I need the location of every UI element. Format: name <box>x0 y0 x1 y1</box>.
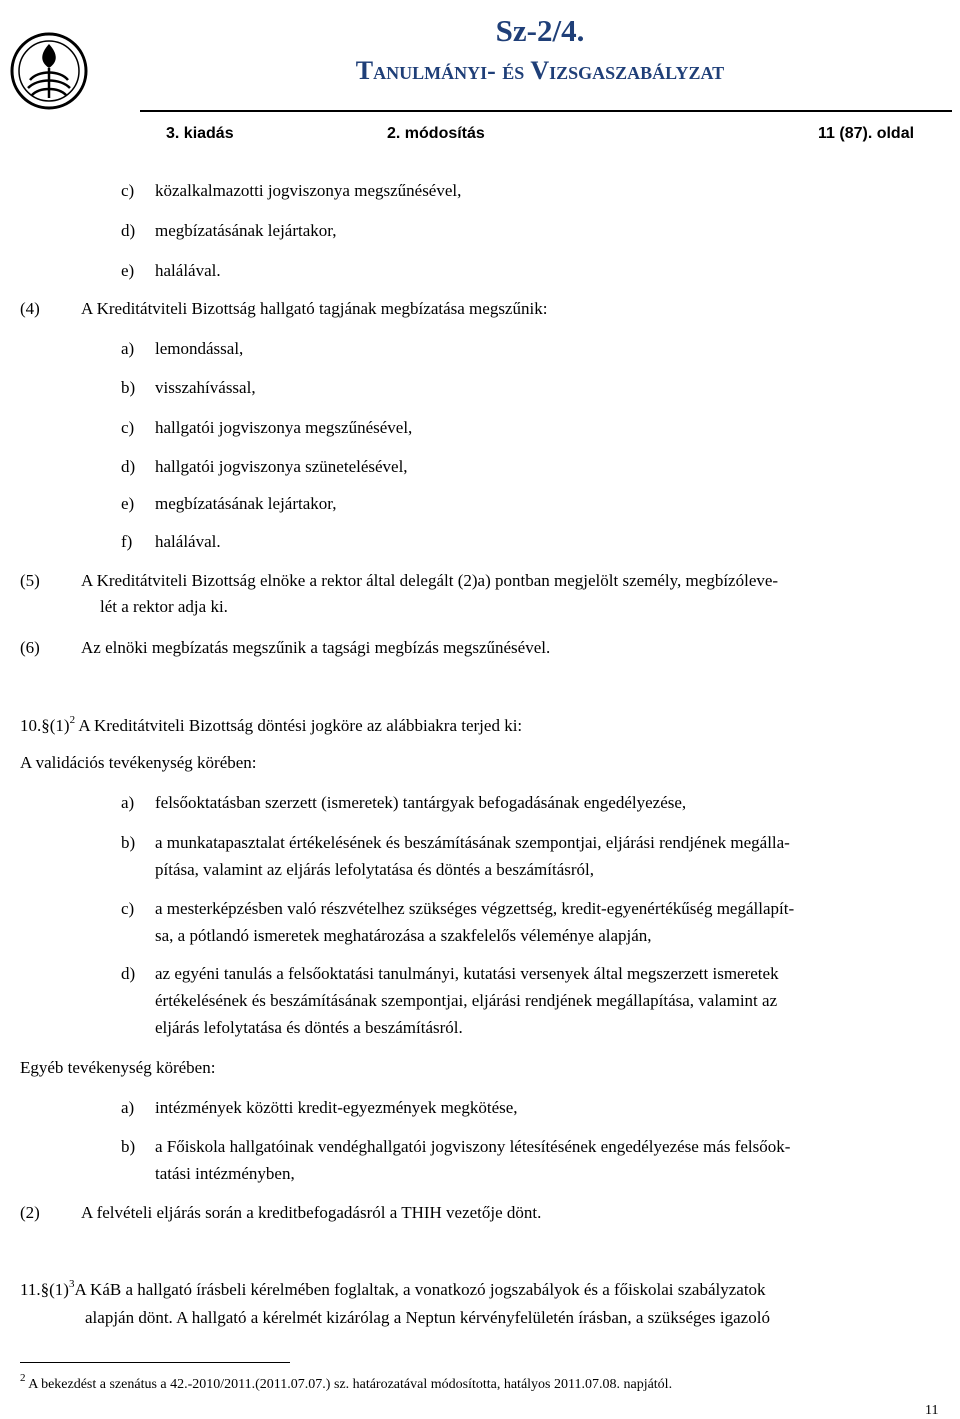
other-heading: Egyéb tevékenység körében: <box>20 1058 216 1077</box>
section-10-heading: $10.\S(1)^2$ A Kreditátviteli Bizottság döntési jogköre az alábbiakra terjed ki: <box>20 714 523 735</box>
validation-heading: A validációs tevékenység körében: <box>20 753 257 772</box>
footnote: $^2$ A bekezdést a szenátus a 42.-2010/2011.(2011.07.07.) sz. határozatával módosította, hatályos 2011.07.08. napjától. <box>20 1372 673 1392</box>
document-title: Tanulmányi- és Vizsgaszabályzat <box>355 56 725 85</box>
section-11: $11.\S(1)^3A$ KáB a hallgató írásbeli kérelmében foglaltak, a vonatkozó jogszabályok és a főiskolai szabályzatok alapján dönt. A hallgató a kérelmét kizárólag a Neptun kérvényfelületén írásban, a szükséges igazoló <box>20 1278 770 1327</box>
page-reference: 11 (87). oldal <box>818 125 915 142</box>
institution-logo <box>10 32 88 110</box>
page-number: 11 <box>925 1403 939 1418</box>
header-divider <box>140 110 952 112</box>
edition-label: 3. kiadás <box>166 125 234 142</box>
amendment-label: 2. módosítás <box>387 125 485 142</box>
document-code: Sz-2/4. <box>495 13 585 48</box>
footnote-divider <box>20 1362 290 1363</box>
